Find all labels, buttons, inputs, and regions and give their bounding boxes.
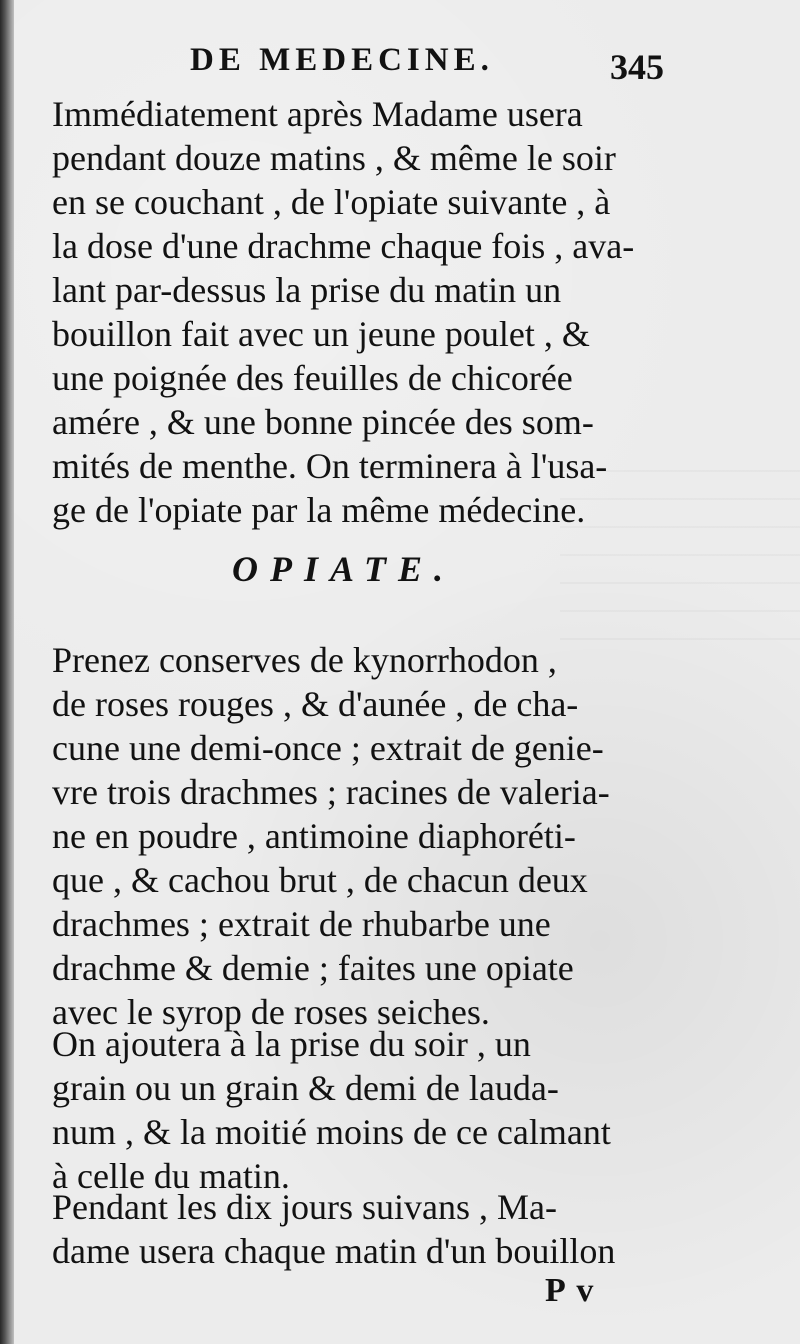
- page-gutter-shadow: [0, 0, 14, 1344]
- paragraph-1: [52, 92, 682, 532]
- paragraph-2-text: Prenez conserves de kynorrhodon , de roses rouges , & d'aunée , de cha- cune une demi-once ; extrait de genie- vre trois drachmes ; racines de valeria- ne en poudre , antimoine diaphoréti- que , & cachou brut , de chacun deux drachmes ; extrait de rhubarbe une drachme & demie ; faites une opiate avec le syrop de roses seiches.: [52, 640, 610, 1032]
- paragraph-4: [52, 1185, 682, 1273]
- paragraph-4-text: Pendant les dix jours suivans , Ma- dame usera chaque matin d'un bouillon: [52, 1187, 616, 1271]
- signature-mark: P v: [545, 1272, 596, 1309]
- paragraph-3-text: On ajoutera à la prise du soir , un grain ou un grain & demi de lauda- num , & la moitié moins de ce calmant à celle du matin.: [52, 1024, 611, 1196]
- page-header: [190, 42, 664, 92]
- section-heading-opiate: OPIATE.: [232, 549, 456, 589]
- paragraph-3: [52, 1022, 682, 1198]
- paragraph-2: [52, 638, 682, 1034]
- paragraph-1-text: Immédiatement après Madame usera pendant douze matins , & même le soir en se couchant , de l'opiate suivante , à la dose d'une drachme chaque fois , ava- lant par-dessus la prise du matin un bouillon fait avec un jeune poulet , & une poignée des feuilles de chicorée amére , & une bonne pincée des som- mités de menthe. On terminera à l'usa- ge de l'opiate par la même médecine.: [52, 94, 635, 530]
- page-number: 345: [610, 47, 664, 87]
- running-title: DE MEDECINE.: [190, 42, 494, 78]
